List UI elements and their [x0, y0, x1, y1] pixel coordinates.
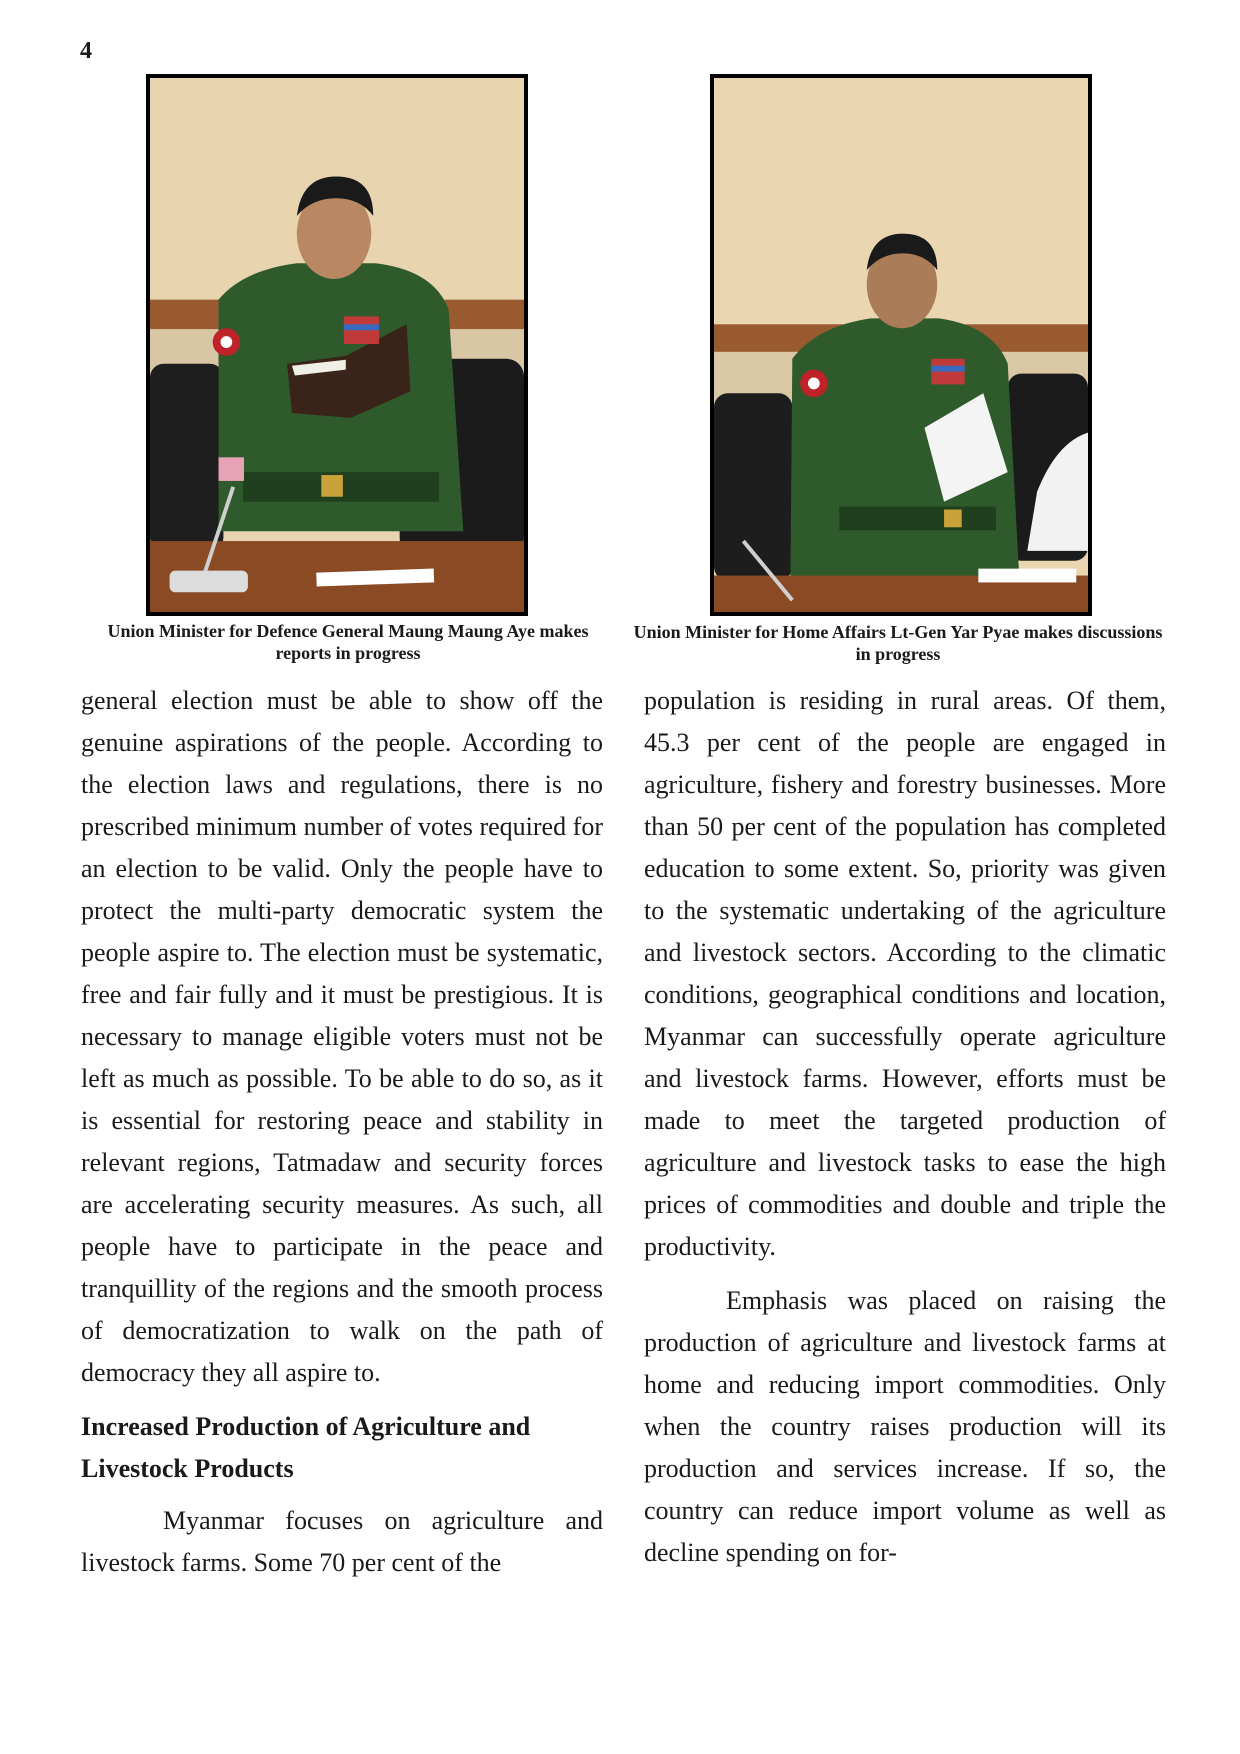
article-paragraph: population is residing in rural areas. Of them, 45.3 per cent of the people are engaged in agriculture, fishery and forestry businesses. More than 50 per cent of the population has completed education to some extent. So, priority was given to the systematic undertaking of the agriculture and livestock sectors. According to the climatic conditions, geographical conditions and location, Myanmar can successfully operate agriculture and livestock farms. However, efforts must be made to meet the targeted production of agriculture and livestock tasks to ease the high prices of commodities and double and triple the productivity. [644, 686, 1166, 1261]
photo-caption-right: Union Minister for Home Affairs Lt-Gen Yar Pyae makes discussions in progress [633, 622, 1163, 664]
photo-home-affairs-minister-image [714, 78, 1088, 612]
photo-caption-left: Union Minister for Defence General Maung Maung Aye makes reports in progress [107, 621, 589, 663]
article-column-left [81, 680, 603, 1584]
photo-defence-minister [146, 74, 528, 616]
article-paragraph: general election must be able to show off the genuine aspirations of the people. According to the election laws and regulations, there is no prescribed minimum number of votes required for an election to be valid. Only the people have to protect the multi-party democratic system the people aspire to. The election must be systematic, free and fair fully and it must be prestigious. It is necessary to manage eligible voters must not be left as much as possible. To be able to do so, as it is essential for restoring peace and stability in relevant regions, Tatmadaw and security forces are accelerating security measures. As such, all people have to participate in the peace and tranquillity of the regions and the smooth process of democratization to walk on the path of democracy they all aspire to. [81, 686, 603, 1387]
page-number: 4 [80, 38, 92, 64]
article-column-right [644, 680, 1166, 1574]
photo-home-affairs-minister [710, 74, 1092, 616]
section-heading: Increased Production of Agriculture and Livestock Products [81, 1412, 531, 1483]
article-paragraph: Myanmar focuses on agriculture and livestock farms. Some 70 per cent of the [81, 1506, 603, 1577]
photo-defence-minister-image [150, 78, 524, 612]
article-paragraph: Emphasis was placed on raising the production of agriculture and livestock farms at home and reducing import commodities. Only when the country raises production will its production and services increase. If so, the country can reduce import volume as well as decline spending on for- [644, 1286, 1166, 1567]
